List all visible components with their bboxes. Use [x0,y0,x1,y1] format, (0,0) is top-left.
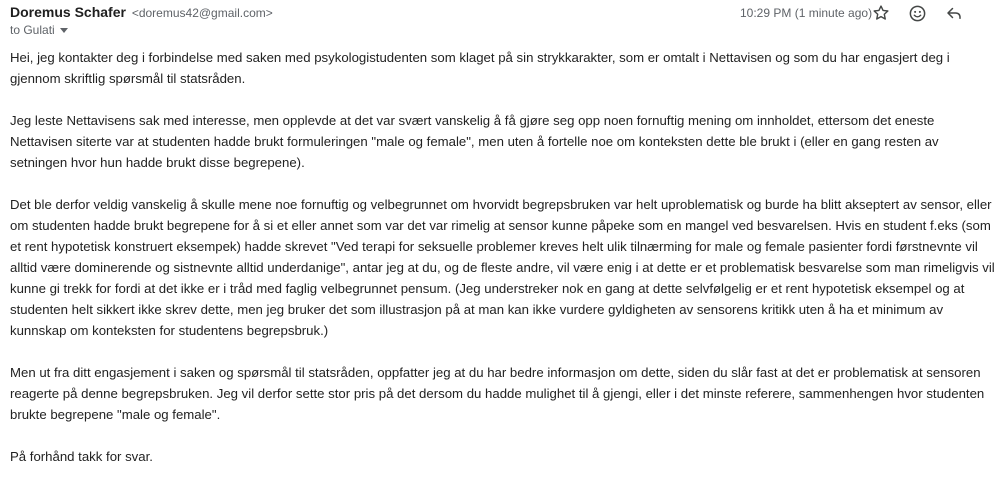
star-button[interactable] [870,2,892,24]
reply-icon [945,4,963,22]
body-paragraph: Men ut fra ditt engasjement i saken og spørsmål til statsråden, oppfatter jeg at du har bedre informasjon om dette, siden du slår fast at det er problematisk at sensoren reagerte på denne begrepsbruken. Jeg vil derfor sette stor pris på det dersom du hadde mulighet til å gjengi, eller i det minste referere, sammenhengen hvor studenten brukte begrepene "male og female". [10,365,985,422]
emoji-reaction-button[interactable] [906,2,928,24]
recipient-line[interactable] [10,22,68,38]
emoji-icon [908,4,927,23]
timestamp: 10:29 PM (1 minute ago) [740,6,873,20]
chevron-down-icon[interactable] [60,28,68,33]
reply-button[interactable] [943,2,965,24]
body-paragraph: På forhånd takk for svar. [10,449,153,464]
sender-email: <doremus42@gmail.com> [131,6,273,20]
body-paragraph: Det ble derfor veldig vanskelig å skulle mene noe fornuftig og velbegrunnet om hvorvidt begrepsbruken var helt uproblematisk og burde ha blitt akseptert av sensor, eller om studenten hadde brukt begrepene for å si et eller annet som var det var rimelig at sensor kunne påpeke som en mangel ved besvarelsen. Hvis en student f.eks (som et rent hypotetisk konstruert eksempek) hadde skrevet "Ved terapi for seksuelle problemer kreves helt ulik tilnærming for male og female pasienter fordi førstnevnte vil alltid være dominerende og sistnevnte alltid underdanige", antar jeg at du, og de fleste andre, vil være enig i at dette er et problematisk besvarelse som man rimeligvis vil kunne gi trekk for fordi at det ikke er i tråd med faglig velbegrunnet pensum. (Jeg understreker nok en gang at dette selvfølgelig er et rent hypotetisk eksempel og at studenten helt sikkert ikke skrev dette, men jeg bruker det som illustrasjon på at man kan ikke vurdere gyldigheten av sensorens kritikk uten å ha et minimum av kunnskap om konteksten for studentens begrepsbruk.) [10,197,995,338]
body-paragraph: Hei, jeg kontakter deg i forbindelse med saken med psykologistudenten som klaget på sin strykkarakter, som er omtalt i Nettavisen og som du har engasjert deg i gjennom skriftlig spørsmål til statsråden. [10,50,950,86]
star-icon [872,4,890,22]
email-body [10,47,995,488]
body-paragraph: Jeg leste Nettavisens sak med interesse, men opplevde at det var svært vanskelig å få gjøre seg opp noen fornuftig mening om innholdet, ettersom det eneste Nettavisen siterte var at studenten hadde brukt formuleringen "male og female", men uten å fortelle noe om konteksten dette ble brukt i (eller en gang resten av setningen hvor hun hadde brukt disse begrepene). [10,113,939,170]
sender-line [10,3,273,22]
email-header [0,0,1000,44]
recipient: to Gulati [10,23,55,37]
sender-name[interactable]: Doremus Schafer [10,4,126,20]
